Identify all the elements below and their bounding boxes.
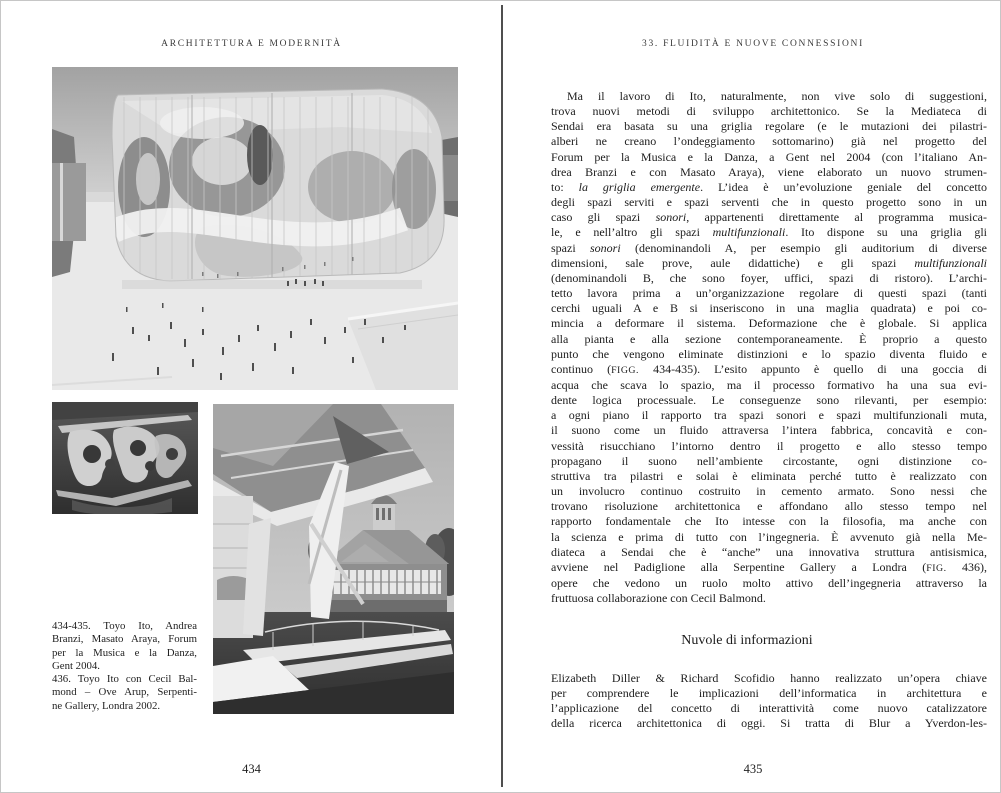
text-line: fruttuosa collaborazione con Cecil Balmond. bbox=[551, 591, 766, 606]
text-line: le, e nell’altro gli spazi multifunzionali. Ito dispone su una griglia gli bbox=[551, 225, 987, 240]
figure-caption bbox=[52, 620, 197, 713]
text-line: trova nuovi metodi di sviluppo architettonico. Se la Mediateca di bbox=[551, 104, 987, 119]
text-line: vessità risucchiano l’intorno dentro il progetto e allo stesso tempo bbox=[551, 438, 987, 453]
text-line: rapporto fondamentale che Ito intesse con la filosofia, ma anche con bbox=[551, 514, 987, 529]
page-number-left: 434 bbox=[242, 762, 261, 776]
running-head-right: 33. FLUIDITÀ E NUOVE CONNESSIONI bbox=[642, 39, 864, 49]
running-head-left: ARCHITETTURA E MODERNITÀ bbox=[161, 39, 342, 49]
text-line: alberi ne creano l’ondeggiamento sottomarino) già nel progetto del bbox=[551, 134, 987, 149]
caption-entry-436 bbox=[52, 673, 197, 713]
text-line: per comprendere le implicazioni dell’informatica in architettura e bbox=[551, 686, 987, 701]
right-page bbox=[504, 1, 1001, 793]
text-line: il suono come un fluido attraversa l’intera fabbrica, concavità e con- bbox=[551, 423, 987, 438]
caption-entry-434-435 bbox=[52, 620, 197, 673]
text-line: Branzi, Masato Araya, Forum bbox=[52, 633, 197, 646]
text-line: Ma il lavoro di Ito, naturalmente, non vive solo di suggestioni, bbox=[567, 89, 987, 103]
text-line: propagano il suono nell’ambiente circostante, ogni distinzione co- bbox=[551, 453, 987, 468]
text-line: mincia a deformare il sistema. Deformazione che è globale. Si applica bbox=[551, 316, 987, 331]
text-line: opere che vedono un ruolo molto attivo dell’ingegneria attraverso la bbox=[551, 576, 987, 590]
text-line: cerchi uguali A e B si inseriscono in una maglia quadrata) e poi co- bbox=[551, 301, 987, 316]
text-line: to: la griglia emergente. L’idea è un’evoluzione geniale del concetto bbox=[551, 179, 988, 194]
text-line: ne Gallery, Londra 2002. bbox=[52, 699, 161, 712]
text-line: per la Musica e la Danza, bbox=[52, 646, 197, 659]
text-line: 434-435. Toyo Ito, Andrea bbox=[52, 620, 197, 632]
text-line: trovano risoluzione architettonica e affondano allo stesso tempo nel bbox=[551, 499, 987, 514]
text-line: (denominandoli B, che sono foyer, uffici, spazi di ristoro). L’archi- bbox=[551, 270, 987, 285]
left-page bbox=[1, 1, 502, 793]
page-gutter-line bbox=[501, 5, 503, 787]
text-line: Gent 2004. bbox=[52, 659, 100, 672]
text-line: Sendai era basata su una griglia regolare (e le mutazioni dei pilastri- bbox=[551, 119, 987, 134]
text-line: degli spazi serviti e spazi serventi che in questo progetto sono in un bbox=[551, 195, 987, 210]
text-line: alla pianta e alla sezione contemporaneamente. È proprio a questo bbox=[551, 331, 987, 346]
text-line: a ogni piano il rapporto tra spazi sonori e spazi multifunzionali muta, bbox=[551, 408, 987, 423]
text-line: 436. Toyo Ito con Cecil Bal- bbox=[52, 673, 197, 686]
page-number-right: 435 bbox=[743, 762, 763, 776]
text-line: drea Branzi e con Masato Araya), viene elaborato un nuovo strumen- bbox=[551, 164, 987, 179]
text-line: diateca a Sendai che è “anche” una innovativa struttura antisismica, bbox=[551, 544, 987, 559]
text-line: della ricerca architettonica di oggi. Si tratta di Blur a Yverdon-les- bbox=[551, 716, 987, 731]
section-heading: Nuvole di informazioni bbox=[681, 633, 813, 648]
text-line: la scienza e prima di tutto con l’ingegneria. È avvenuto già nella Me- bbox=[551, 529, 987, 544]
text-line: caso gli spazi sonori, appartenenti direttamente al programma musica- bbox=[551, 210, 987, 225]
text-line: l’applicazione del concetto di interattività come nuovo catalizzatore bbox=[551, 701, 987, 716]
text-line: punto che vengono eliminate distinzioni e lo spazio diventa fluido e bbox=[551, 346, 987, 361]
text-line: dente logica processuale. Le conseguenze sono rilevanti, per esempio: bbox=[551, 393, 987, 408]
text-line: un involucro continuo costruito in cemento armato. Sono nessi che bbox=[551, 484, 987, 499]
text-line: mond – Ove Arup, Serpenti- bbox=[52, 686, 197, 699]
text-line: spazi sonori (denominandoli A, per esempio gli auditorium di diverse bbox=[551, 240, 987, 255]
text-line: Forum per la Musica e la Danza, a Gent nel 2004 (con l’italiano An- bbox=[551, 149, 987, 164]
text-line: tetto lavora prima a un’organizzazione regolare di questi spazi (tanti bbox=[551, 286, 987, 301]
figure-436-serpentine-pavilion-photo bbox=[213, 404, 454, 714]
text-line: avviene nel Padiglione alla Serpentine Gallery a Londra (FIG. 436), bbox=[551, 559, 987, 574]
figure-435-forum-structure-photo bbox=[52, 402, 198, 514]
text-line: continuo (FIGG. 434-435). L’esito appunto è quello di una goccia di bbox=[551, 361, 987, 376]
text-line: struttiva tra pilastri e solai è eliminata perché tutto è realizzato con bbox=[551, 468, 987, 483]
text-line: Elizabeth Diller & Richard Scofidio hanno realizzato un’opera chiave bbox=[551, 671, 987, 685]
text-line: acqua che scava lo spazio, ma il processo formativo ha una sua evi- bbox=[551, 377, 987, 392]
body-paragraph-nuvole bbox=[551, 671, 987, 732]
body-paragraph-main bbox=[551, 89, 987, 606]
text-line: dimensioni, sale prove, aule didattiche) e gli spazi multifunzionali bbox=[551, 255, 987, 270]
figure-434-forum-model-photo bbox=[52, 67, 458, 390]
